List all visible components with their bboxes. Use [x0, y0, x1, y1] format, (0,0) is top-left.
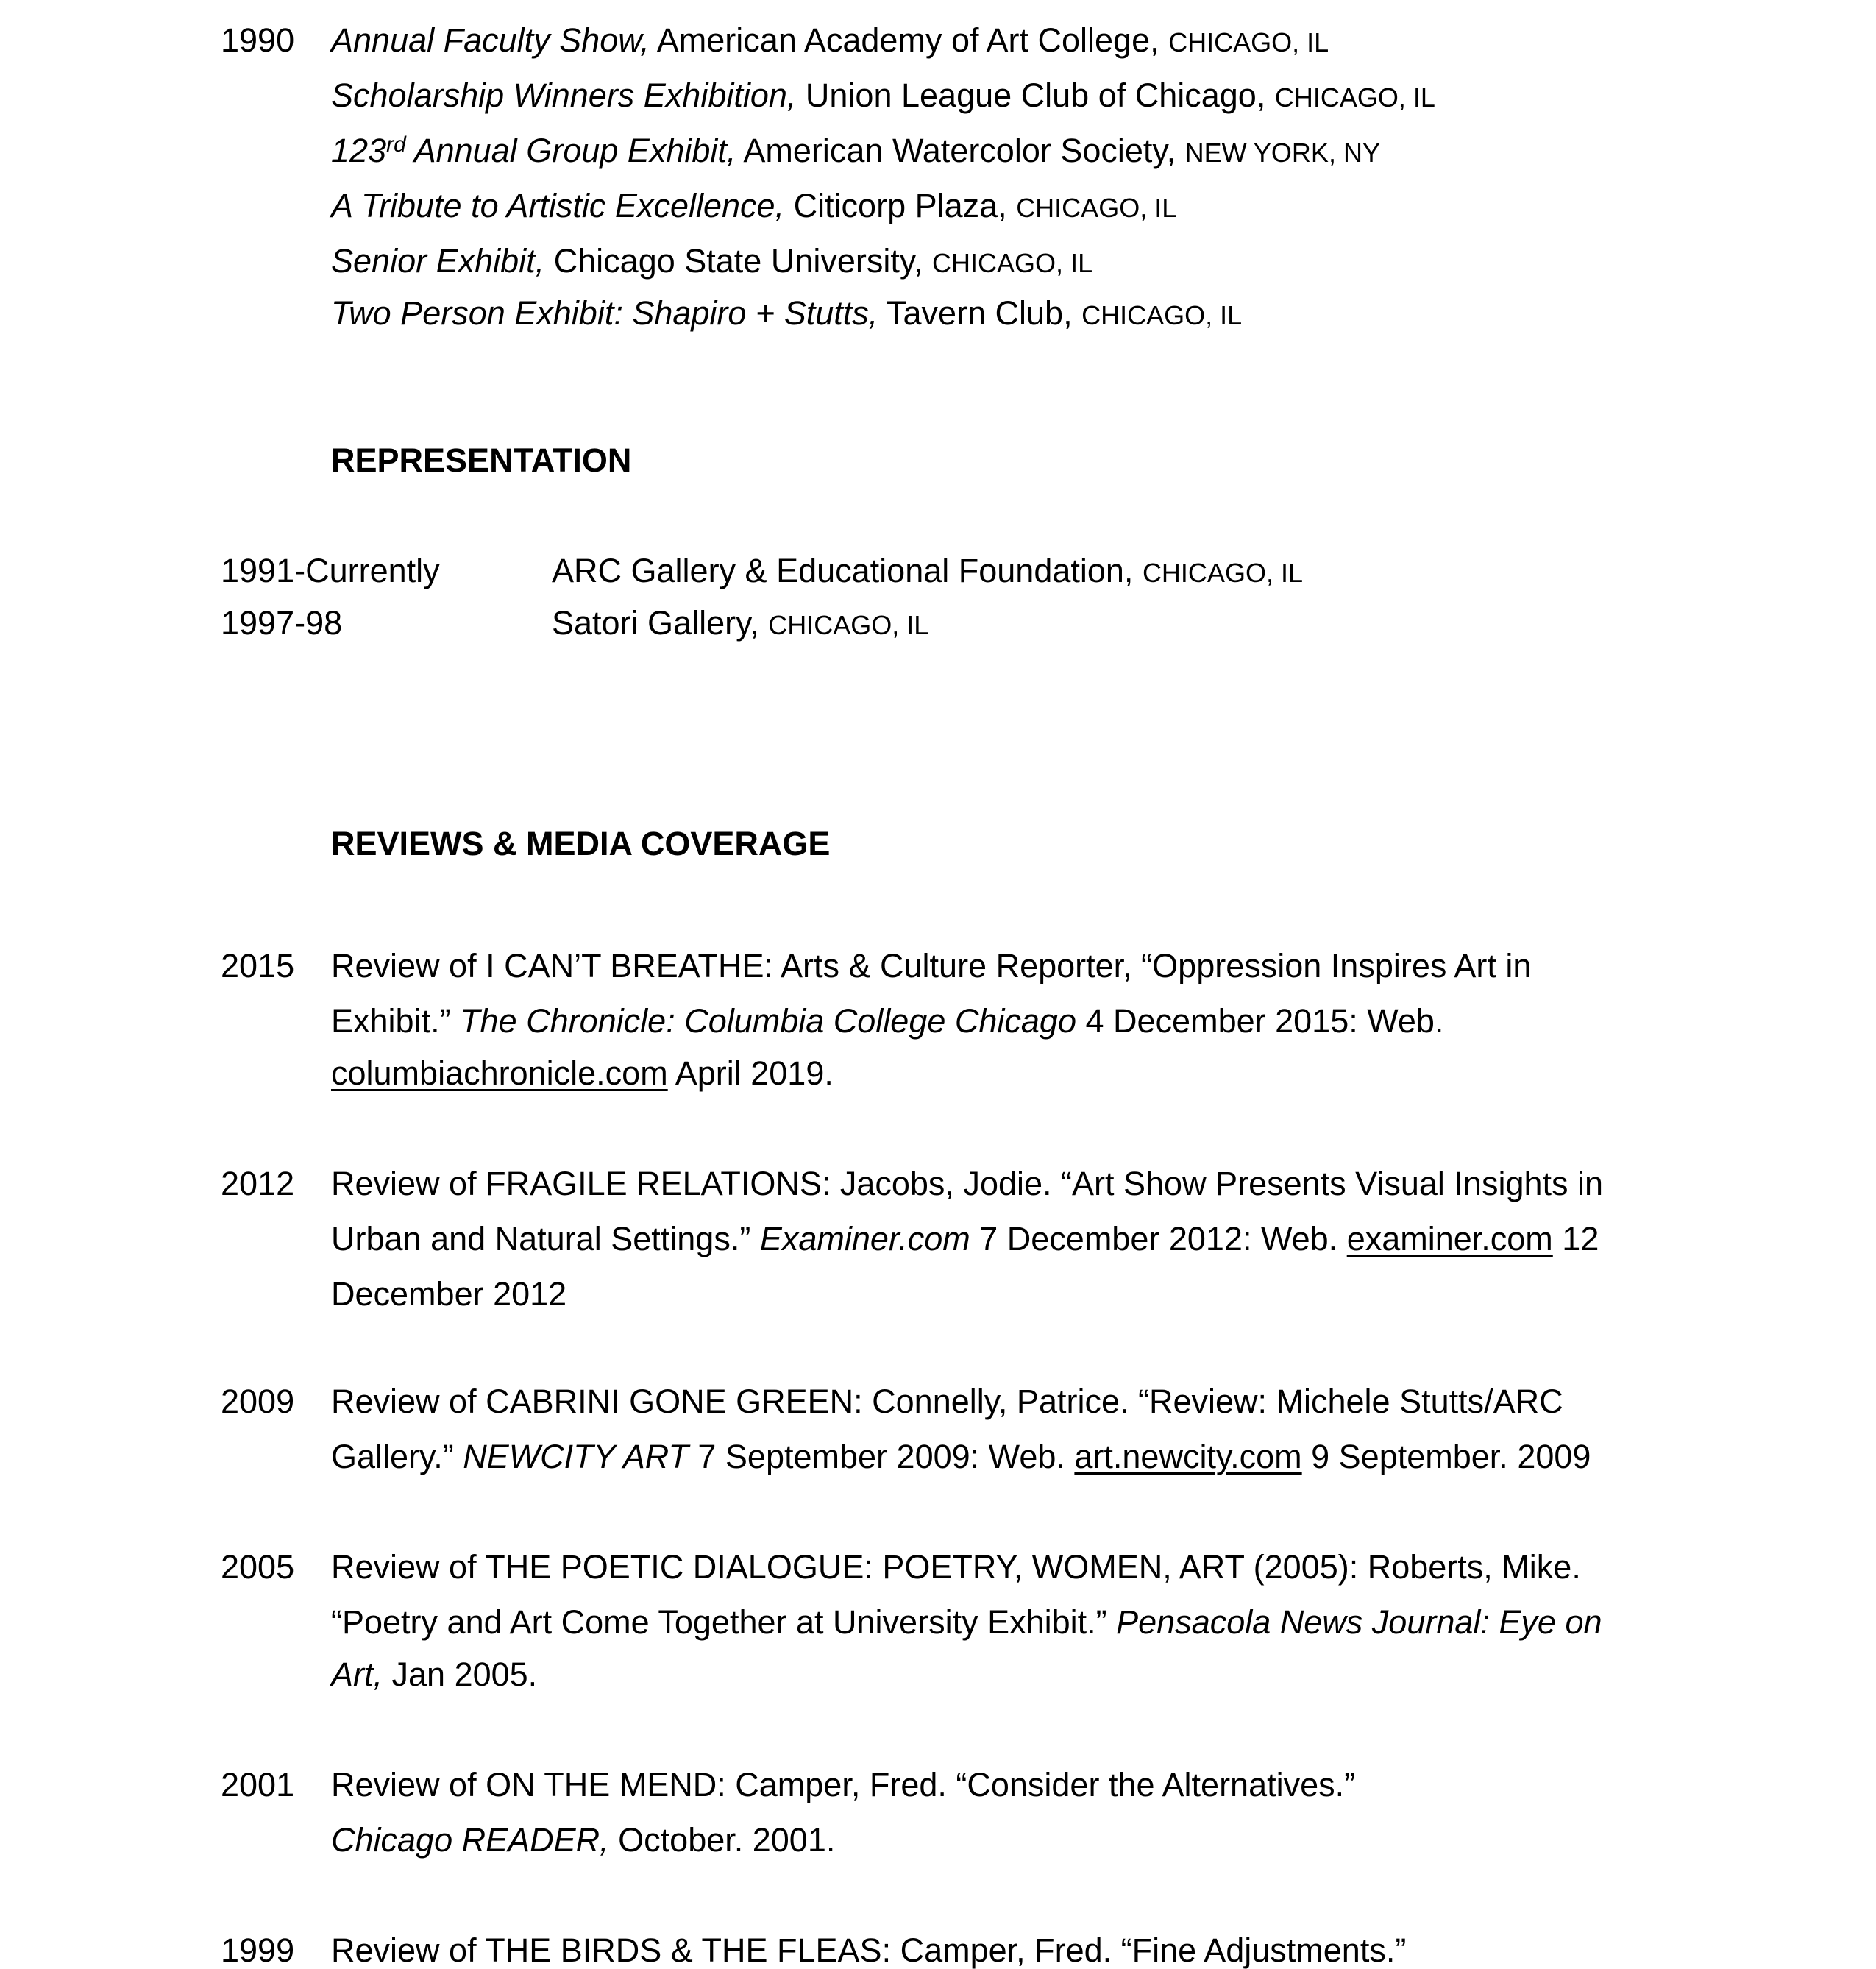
- exhibition-venue: American Watercolor Society,: [736, 132, 1185, 169]
- ordinal-suffix: rd: [386, 132, 406, 157]
- review-year: 1999: [221, 1931, 295, 1969]
- representation-location: CHICAGO, IL: [1142, 558, 1303, 588]
- publication-title: Chicago READER,: [331, 1821, 609, 1859]
- publication-title: Examiner.com: [759, 1220, 970, 1257]
- exhibition-year: 1990: [221, 21, 295, 59]
- exhibition-title: Two Person Exhibit: Shapiro + Stutts,: [331, 294, 878, 332]
- exhibition-venue: American Academy of Art College,: [649, 21, 1169, 59]
- review-line: Urban and Natural Settings.” Examiner.com 7 December 2012: Web. examiner.com 12: [331, 1220, 1599, 1257]
- representation-gallery: ARC Gallery & Educational Foundation, CHICAGO, IL: [552, 552, 1303, 589]
- representation-location: CHICAGO, IL: [768, 610, 929, 640]
- exhibition-venue: Chicago State University,: [544, 242, 933, 280]
- representation-heading: REPRESENTATION: [331, 441, 632, 479]
- exhibition-location: NEW YORK, NY: [1184, 138, 1380, 168]
- review-line: Review of CABRINI GONE GREEN: Connelly, Patrice. “Review: Michele Stutts/ARC: [331, 1383, 1563, 1420]
- exhibition-title: A Tribute to Artistic Excellence,: [331, 187, 785, 224]
- exhibition-entry: [331, 134, 1380, 167]
- review-line: Review of ON THE MEND: Camper, Fred. “Consider the Alternatives.”: [331, 1766, 1356, 1803]
- exhibition-location: CHICAGO, IL: [1081, 300, 1243, 330]
- review-line: “Poetry and Art Come Together at University Exhibit.” Pensacola News Journal: Eye on: [331, 1603, 1602, 1641]
- review-link[interactable]: art.newcity.com: [1074, 1438, 1302, 1475]
- review-year: 2012: [221, 1165, 295, 1202]
- exhibition-location: CHICAGO, IL: [932, 248, 1093, 278]
- review-line: Review of THE BIRDS & THE FLEAS: Camper, Fred. “Fine Adjustments.”: [331, 1931, 1407, 1969]
- review-line: December 2012: [331, 1275, 567, 1313]
- exhibition-location: CHICAGO, IL: [1016, 193, 1177, 223]
- exhibition-venue: Union League Club of Chicago,: [796, 77, 1275, 114]
- review-year: 2005: [221, 1548, 295, 1586]
- exhibition-title: 123rd Annual Group Exhibit,: [331, 132, 736, 169]
- exhibition-location: CHICAGO, IL: [1168, 27, 1329, 57]
- review-line: Exhibit.” The Chronicle: Columbia College Chicago 4 December 2015: Web.: [331, 1002, 1444, 1040]
- exhibition-entry: [331, 242, 1093, 280]
- publication-title: Art,: [331, 1656, 383, 1693]
- representation-gallery: Satori Gallery, CHICAGO, IL: [552, 604, 929, 642]
- publication-title: Pensacola News Journal: Eye on: [1116, 1603, 1602, 1641]
- review-line: Art, Jan 2005.: [331, 1656, 538, 1693]
- exhibition-venue: Citicorp Plaza,: [784, 187, 1017, 224]
- exhibition-venue: Tavern Club,: [878, 294, 1082, 332]
- exhibition-entry: [331, 21, 1329, 59]
- reviews-heading: REVIEWS & MEDIA COVERAGE: [331, 825, 831, 862]
- exhibition-title: Annual Faculty Show,: [331, 21, 650, 59]
- review-line: columbiachronicle.com April 2019.: [331, 1054, 834, 1092]
- review-line: Review of I CAN’T BREATHE: Arts & Culture Reporter, “Oppression Inspires Art in: [331, 947, 1532, 984]
- review-link[interactable]: columbiachronicle.com: [331, 1054, 668, 1092]
- exhibition-title: Scholarship Winners Exhibition,: [331, 77, 797, 114]
- exhibition-location: CHICAGO, IL: [1274, 82, 1435, 113]
- review-line: Review of THE POETIC DIALOGUE: POETRY, WOMEN, ART (2005): Roberts, Mike.: [331, 1548, 1581, 1586]
- review-year: 2015: [221, 947, 295, 984]
- exhibition-entry: [331, 294, 1243, 332]
- publication-title: NEWCITY ART: [463, 1438, 689, 1475]
- review-year: 2009: [221, 1383, 295, 1420]
- exhibition-title: Senior Exhibit,: [331, 242, 545, 280]
- review-link[interactable]: examiner.com: [1346, 1220, 1553, 1257]
- representation-dates: 1991-Currently: [221, 552, 440, 589]
- exhibition-entry: [331, 189, 1176, 222]
- representation-dates: 1997-98: [221, 604, 343, 642]
- publication-title: The Chronicle: Columbia College Chicago: [460, 1002, 1076, 1040]
- review-line: Chicago READER, October. 2001.: [331, 1821, 836, 1859]
- exhibition-entry: [331, 79, 1435, 112]
- review-line: Gallery.” NEWCITY ART 7 September 2009: Web. art.newcity.com 9 September. 2009: [331, 1438, 1591, 1475]
- review-year: 2001: [221, 1766, 295, 1803]
- review-line: Review of FRAGILE RELATIONS: Jacobs, Jodie. “Art Show Presents Visual Insights in: [331, 1165, 1604, 1202]
